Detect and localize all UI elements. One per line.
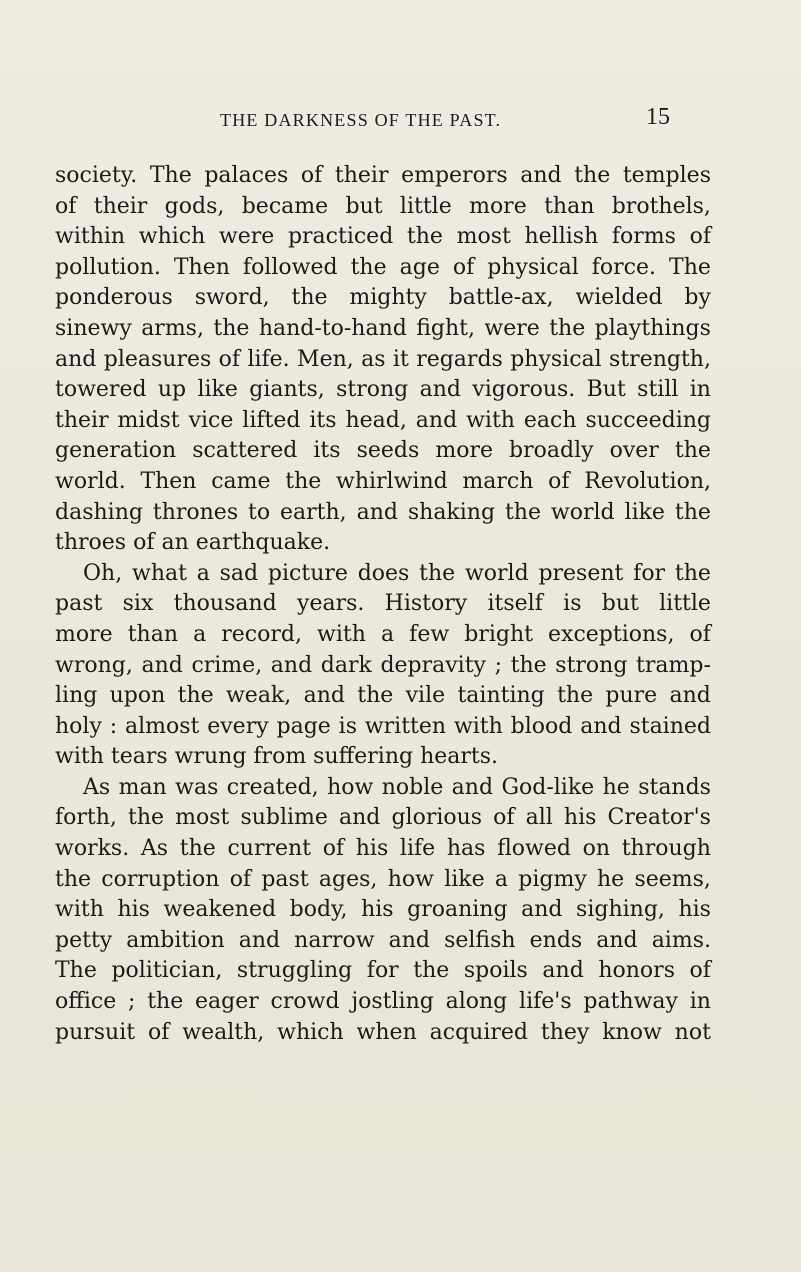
word: and [339, 805, 381, 831]
word: the [406, 224, 443, 250]
word: almost [125, 713, 200, 739]
word: within [55, 224, 126, 250]
word: its [309, 407, 337, 433]
word: Oh, [83, 560, 123, 586]
text-line [55, 192, 711, 223]
word: the [419, 560, 456, 586]
word: of [689, 224, 711, 250]
word: and [596, 927, 638, 953]
word: up [157, 377, 187, 403]
word: dark [320, 652, 372, 678]
word: as [361, 346, 386, 372]
word: of [218, 346, 241, 372]
text-line [55, 987, 711, 1018]
word: his [117, 897, 150, 923]
word: which [138, 224, 206, 250]
text-line [55, 314, 711, 345]
word: a [494, 866, 508, 892]
word: is [338, 713, 357, 739]
word: each [523, 407, 577, 433]
word: with [317, 621, 366, 647]
word: a [380, 621, 395, 647]
word: The [55, 958, 97, 984]
word: all [525, 805, 553, 831]
word: the [147, 989, 184, 1015]
word: crowd [270, 989, 340, 1015]
word: a [193, 621, 207, 647]
word: strong [336, 377, 409, 403]
word: narrow [294, 927, 375, 953]
word: the [357, 683, 394, 709]
text-line [55, 375, 711, 406]
text-line [55, 926, 711, 957]
word: crime, [191, 652, 263, 678]
word: society. [55, 163, 138, 188]
word: does [357, 560, 410, 586]
word: blood [510, 713, 573, 739]
word: lifted [242, 407, 301, 433]
running-head-title: THE DARKNESS OF THE PAST. [220, 110, 502, 130]
word: but [345, 193, 383, 219]
word: current [227, 836, 312, 862]
word: with [55, 897, 104, 923]
word: temples [622, 163, 711, 188]
text-line [55, 406, 711, 437]
word: fight, [416, 315, 476, 341]
word: itself [487, 591, 543, 617]
word: through [621, 836, 711, 862]
word: of [322, 836, 345, 862]
word: the [674, 560, 711, 586]
word: for [366, 958, 399, 984]
word: in [689, 989, 711, 1015]
word: years. [297, 591, 365, 617]
word: and [521, 897, 563, 923]
word: than [544, 193, 595, 219]
word: and [520, 163, 562, 188]
word: the [549, 315, 586, 341]
word: little [659, 591, 711, 617]
word: forms [611, 224, 676, 250]
word: the [557, 683, 594, 709]
text-line [55, 895, 711, 926]
word: thrones [152, 499, 239, 525]
word: emperors [401, 163, 508, 188]
word: force. [591, 254, 657, 280]
word: wrong, [55, 652, 133, 678]
word: of [689, 621, 711, 647]
text-line [55, 956, 711, 987]
word: the [291, 285, 328, 311]
word: to [248, 499, 271, 525]
text-line [55, 498, 711, 529]
word: dashing [55, 499, 143, 525]
text-line [55, 589, 711, 620]
word: Men, [297, 346, 354, 372]
text-line [55, 467, 711, 498]
word: age [399, 254, 440, 280]
text-line: with tears wrung from suffering hearts. [55, 744, 499, 770]
word: broadly [509, 438, 594, 464]
word: : [109, 713, 118, 739]
word: battle-ax, [448, 285, 554, 311]
word: is [563, 591, 582, 617]
word: by [684, 285, 711, 311]
word: past [261, 866, 309, 892]
word: sinewy [55, 315, 132, 341]
word: bright [464, 621, 533, 647]
word: thousand [173, 591, 277, 617]
word: corruption [101, 866, 220, 892]
word: his [361, 897, 394, 923]
word: shaking [407, 499, 496, 525]
word: Revolution, [584, 468, 711, 494]
word: life's [519, 989, 572, 1015]
text-line [55, 803, 711, 834]
word: ends [529, 927, 583, 953]
word: vigorous. [472, 377, 576, 403]
word: picture [267, 560, 348, 586]
word: past [55, 591, 103, 617]
word: selfish [444, 927, 516, 953]
word: weak, [225, 683, 292, 709]
word: than [127, 621, 179, 647]
word: hand-to-hand [258, 315, 407, 341]
word: of [452, 254, 475, 280]
word: the [413, 958, 450, 984]
word: brothels, [611, 193, 711, 219]
text-line: throes of an earthquake. [55, 530, 331, 556]
text-line [55, 651, 711, 682]
word: but [601, 591, 639, 617]
word: his [355, 836, 389, 862]
word: strong [555, 652, 628, 678]
word: As [83, 774, 111, 800]
word: tramp- [636, 652, 711, 678]
page-number: 15 [646, 104, 670, 130]
text-line [55, 222, 711, 253]
word: world [550, 499, 615, 525]
word: more [435, 438, 493, 464]
word: of [229, 866, 252, 892]
word: and [419, 377, 461, 403]
word: and [270, 652, 313, 678]
text-line [55, 681, 711, 712]
word: six [122, 591, 154, 617]
text-line [55, 1018, 711, 1049]
word: practiced [287, 224, 394, 250]
word: As [140, 836, 169, 862]
word: when [356, 1019, 417, 1045]
word: was [175, 774, 219, 800]
text-line [55, 712, 711, 743]
word: and [542, 958, 584, 984]
word: petty [55, 927, 113, 953]
word: noble [381, 774, 444, 800]
text-line [55, 865, 711, 896]
word: and [303, 683, 345, 709]
word: gods, [164, 193, 225, 219]
word: forth, [55, 805, 117, 831]
body-text [55, 161, 711, 1048]
word: depravity [380, 652, 486, 678]
word: he [602, 774, 630, 800]
text-line [55, 559, 711, 590]
word: struggling [236, 958, 353, 984]
word: has [446, 836, 486, 862]
word: exceptions, [548, 621, 675, 647]
word: and [415, 407, 458, 433]
word: earth, [280, 499, 347, 525]
text-line [55, 283, 711, 314]
word: Then [140, 468, 197, 494]
word: know [602, 1019, 662, 1045]
word: sublime [240, 805, 328, 831]
text-line [55, 345, 711, 376]
word: the [510, 652, 547, 678]
word: of [689, 958, 711, 984]
word: Creator's [607, 805, 711, 831]
word: holy [55, 713, 102, 739]
word: politician, [111, 958, 223, 984]
word: over [609, 438, 659, 464]
word: the [350, 254, 387, 280]
word: palaces [204, 163, 289, 188]
word: few [409, 621, 450, 647]
word: it [392, 346, 409, 372]
word: stands [638, 774, 711, 800]
text-line [55, 436, 711, 467]
word: the [504, 499, 541, 525]
word: created, [226, 774, 319, 800]
word: and [356, 499, 398, 525]
word: pathway [583, 989, 678, 1015]
word: pleasures [103, 346, 212, 372]
word: mighty [349, 285, 427, 311]
word: Then [173, 254, 230, 280]
text-line [55, 773, 711, 804]
word: with [466, 407, 515, 433]
word: physical [487, 254, 579, 280]
word: sword, [194, 285, 270, 311]
word: pure [605, 683, 658, 709]
word: flowed [497, 836, 571, 862]
word: his [563, 805, 597, 831]
word: more [469, 193, 527, 219]
word: on [582, 836, 611, 862]
word: the [177, 683, 214, 709]
word: and [580, 713, 622, 739]
word: present [538, 560, 624, 586]
word: sad [219, 560, 259, 586]
word: giants, [249, 377, 325, 403]
word: life. [247, 346, 290, 372]
word: life [399, 836, 436, 862]
word: for [633, 560, 666, 586]
word: written [364, 713, 447, 739]
word: pollution. [55, 254, 161, 280]
word: of [493, 805, 515, 831]
word: along [445, 989, 508, 1015]
word: The [669, 254, 711, 280]
word: stained [629, 713, 711, 739]
word: office [55, 989, 117, 1015]
word: succeeding [585, 407, 711, 433]
word: ling [55, 683, 98, 709]
word: he [597, 866, 625, 892]
word: most [456, 224, 511, 250]
word: with [453, 713, 503, 739]
word: hellish [524, 224, 599, 250]
word: pigmy [518, 866, 587, 892]
word: most [175, 805, 230, 831]
word: jostling [351, 989, 434, 1015]
word: ; [494, 652, 503, 678]
word: were [218, 224, 275, 250]
word: groaning [407, 897, 508, 923]
word: little [399, 193, 452, 219]
word: works. [55, 836, 130, 862]
word: not [674, 1019, 711, 1045]
word: were [484, 315, 540, 341]
word: the [674, 499, 711, 525]
word: followed [242, 254, 338, 280]
word: more [55, 621, 113, 647]
word: seeds [356, 438, 420, 464]
word: scattered [192, 438, 298, 464]
text-line [55, 161, 711, 192]
word: God-like [501, 774, 595, 800]
word: sighing, [576, 897, 665, 923]
word: and [55, 346, 97, 372]
word: the [55, 866, 92, 892]
text-line [55, 620, 711, 651]
word: whirlwind [335, 468, 448, 494]
word: still [637, 377, 679, 403]
word: seems, [634, 866, 711, 892]
word: they [540, 1019, 590, 1045]
word: the [574, 163, 611, 188]
word: regards [416, 346, 503, 372]
word: wielded [575, 285, 663, 311]
word: and [451, 774, 494, 800]
word: The [149, 163, 192, 188]
word: of [300, 163, 323, 188]
word: glorious [391, 805, 483, 831]
word: the [285, 468, 322, 494]
word: its [313, 438, 341, 464]
word: pursuit [55, 1019, 136, 1045]
word: like [624, 499, 665, 525]
word: weakened [163, 897, 277, 923]
word: and [669, 683, 711, 709]
word: generation [55, 438, 177, 464]
word: how [387, 866, 434, 892]
word: the [674, 438, 711, 464]
word: eager [195, 989, 259, 1015]
word: and [141, 652, 183, 678]
word: which [277, 1019, 344, 1045]
word: spoils [463, 958, 528, 984]
word: ponderous [55, 285, 173, 311]
word: acquired [429, 1019, 528, 1045]
word: ages, [318, 866, 378, 892]
word: and [388, 927, 431, 953]
text-line [55, 253, 711, 284]
word: became [241, 193, 329, 219]
word: tainting [457, 683, 545, 709]
word: of [548, 468, 570, 494]
word: like [444, 866, 485, 892]
word: the [128, 805, 165, 831]
text-line [55, 834, 711, 865]
word: aims. [651, 927, 711, 953]
word: of [147, 1019, 170, 1045]
word: upon [109, 683, 166, 709]
word: But [586, 377, 626, 403]
word: man [118, 774, 167, 800]
word: the [213, 315, 250, 341]
word: ; [128, 989, 136, 1015]
word: their [93, 193, 148, 219]
word: vile [405, 683, 446, 709]
word: body, [289, 897, 348, 923]
word: page [276, 713, 331, 739]
word: History [384, 591, 468, 617]
word: a [196, 560, 210, 586]
word: in [689, 377, 711, 403]
word: their [55, 407, 109, 433]
word: strength, [609, 346, 711, 372]
word: his [678, 897, 711, 923]
word: head, [345, 407, 407, 433]
word: honors [598, 958, 675, 984]
word: came [211, 468, 271, 494]
word: physical [510, 346, 602, 372]
word: arms, [141, 315, 204, 341]
word: the [179, 836, 216, 862]
word: vice [188, 407, 234, 433]
word: towered [55, 377, 147, 403]
word: world. [55, 468, 126, 494]
word: world [464, 560, 529, 586]
word: record, [221, 621, 302, 647]
word: wealth, [182, 1019, 265, 1045]
word: march [462, 468, 534, 494]
word: playthings [594, 315, 711, 341]
word: what [131, 560, 187, 586]
word: like [197, 377, 238, 403]
word: every [207, 713, 269, 739]
word: of [55, 193, 77, 219]
word: how [327, 774, 374, 800]
word: and [238, 927, 281, 953]
word: their [334, 163, 389, 188]
word: midst [117, 407, 180, 433]
word: ambition [126, 927, 225, 953]
